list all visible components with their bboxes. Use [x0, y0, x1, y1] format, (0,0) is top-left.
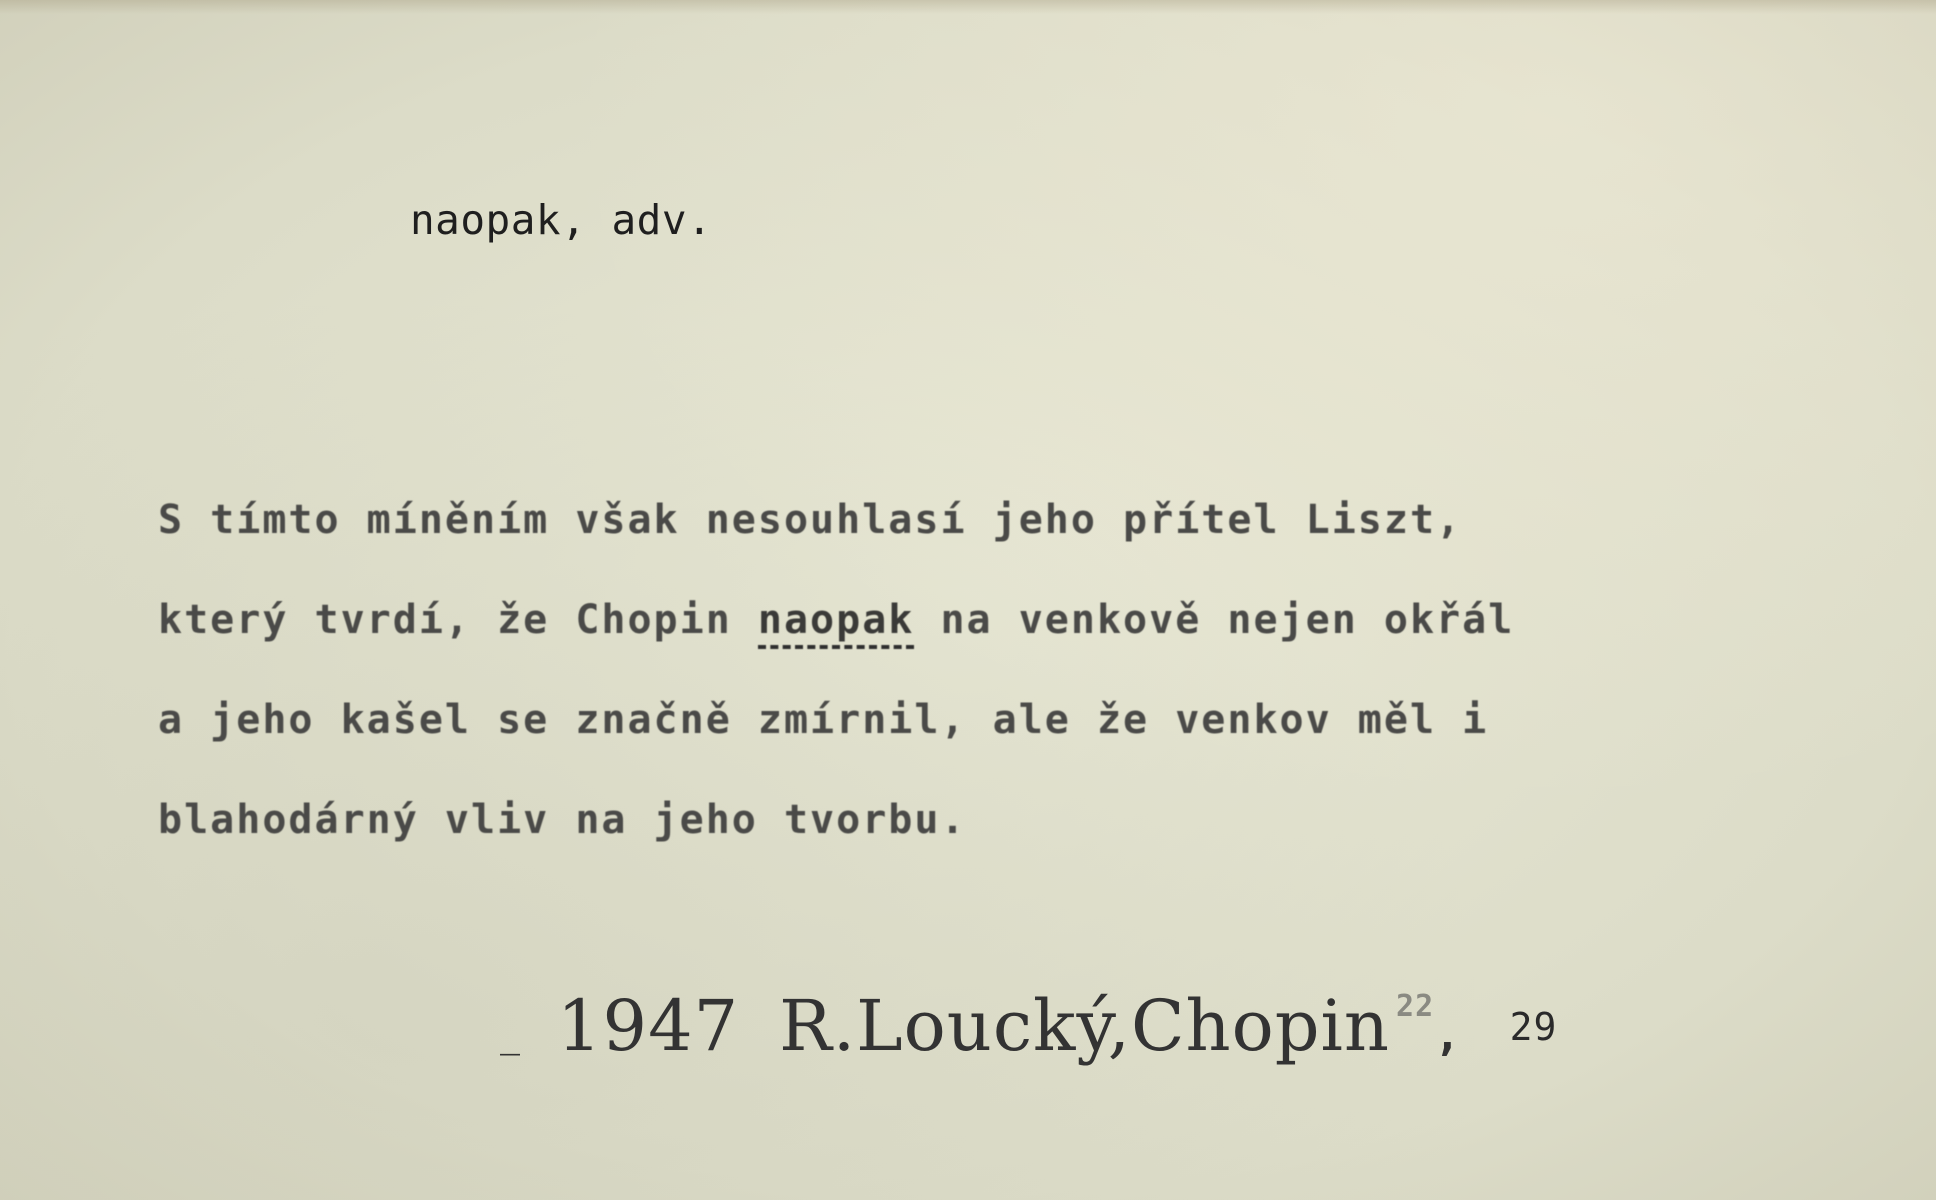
quote-line-1: S tímto míněním však nesouhlasí jeho přítel Liszt, — [158, 497, 1463, 543]
quote-line-3: a jeho kašel se značně zmírnil, ale že venkov měl i — [158, 697, 1489, 743]
citation-year: 1947 — [557, 985, 740, 1067]
quote-line-4: blahodárný vliv na jeho tvorbu. — [158, 797, 967, 843]
quote-line-2-start: který tvrdí, že Chopin — [158, 597, 758, 643]
citation-superscript: 22 — [1396, 989, 1435, 1024]
underlined-keyword: naopak — [758, 597, 915, 649]
citation-author-title: R.Loucký,Chopin — [779, 985, 1391, 1067]
quote-line-2 — [158, 570, 1778, 670]
quotation-text — [158, 470, 1778, 870]
headword: naopak, adv. — [410, 196, 713, 244]
source-citation — [500, 985, 1557, 1067]
quote-line-2-end: na venkově nejen okřál — [914, 597, 1515, 643]
citation-page-number: 29 — [1509, 1005, 1558, 1049]
citation-dash: _ — [500, 1010, 521, 1056]
citation-comma: , — [1434, 1010, 1462, 1061]
